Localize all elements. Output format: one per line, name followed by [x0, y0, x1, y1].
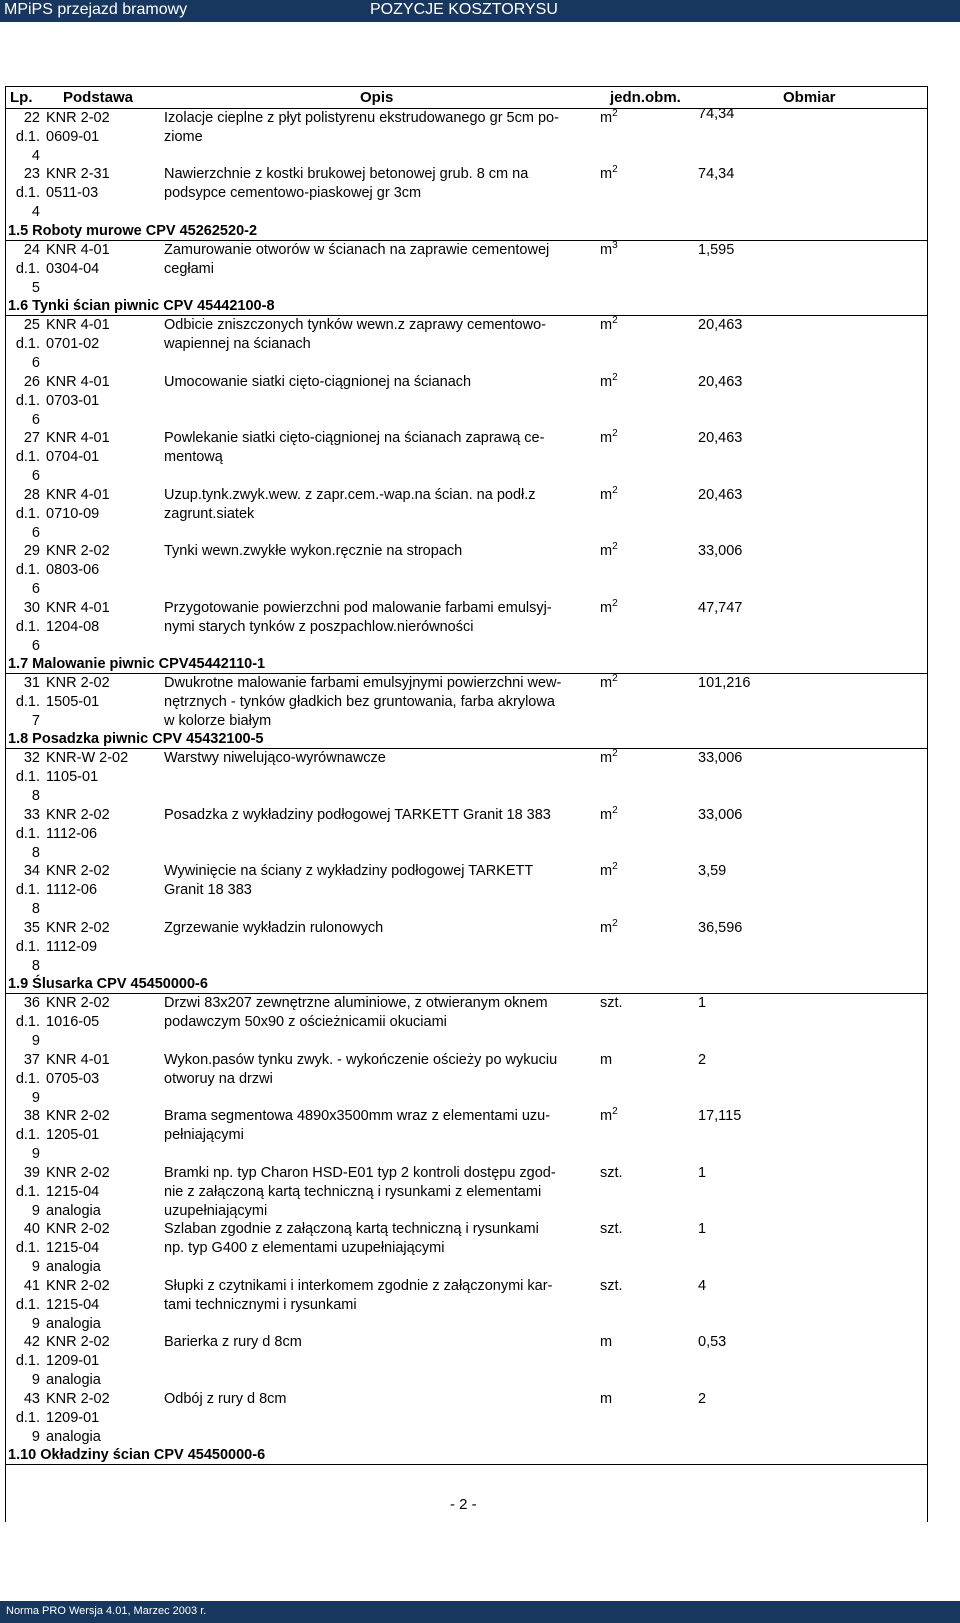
- item-quantity: 17,115: [698, 1108, 742, 1124]
- table-header: [6, 87, 927, 109]
- item-quantity: 47,747: [698, 600, 743, 616]
- item-basis: KNR 4-01 0304-04: [46, 242, 110, 277]
- item-number: 28 d.1. 6: [15, 487, 40, 541]
- item-quantity: 2: [698, 1052, 707, 1068]
- item-unit: szt.: [600, 1278, 623, 1294]
- item-quantity: 1: [698, 995, 707, 1011]
- item-number: 35 d.1. 8: [15, 920, 40, 974]
- item-description: Tynki wewn.zwykłe wykon.ręcznie na stropach: [164, 543, 463, 559]
- item-quantity: 20,463: [698, 430, 743, 446]
- item-number: 30 d.1. 6: [15, 600, 40, 654]
- item-unit: $m^2$: [600, 108, 618, 126]
- item-basis: KNR 2-02 1215-04 analogia: [46, 1165, 110, 1219]
- item-basis: KNR 4-01 1204-08: [46, 600, 110, 635]
- item-description: Szlaban zgodnie z załączoną kartą techniczną i rysunkami np. typ G400 z elementami uzupełniającymi: [164, 1221, 539, 1256]
- item-description: Barierka z rury d 8cm: [164, 1334, 302, 1350]
- item-basis: KNR 4-01 0710-09: [46, 487, 110, 522]
- item-description: Zgrzewanie wykładzin rulonowych: [164, 920, 384, 936]
- item-basis: KNR 2-02 1209-01 analogia: [46, 1334, 110, 1388]
- item-basis: KNR 2-02 1505-01: [46, 675, 110, 710]
- item-quantity: 1: [698, 1165, 707, 1181]
- cost-table: [5, 86, 928, 1522]
- page-number: - 2 -: [450, 1496, 477, 1513]
- item-number: 26 d.1. 6: [15, 374, 40, 428]
- item-unit: $m^2$: [600, 428, 618, 446]
- item-basis: KNR 2-02 1112-06: [46, 807, 110, 842]
- item-quantity: 1: [698, 1221, 707, 1237]
- item-quantity: 2: [698, 1391, 707, 1407]
- item-unit: $m^2$: [600, 164, 618, 182]
- section-heading: [6, 975, 927, 994]
- item-number: 36 d.1. 9: [15, 995, 40, 1049]
- item-number: 43 d.1. 9: [15, 1391, 40, 1445]
- item-quantity: 4: [698, 1278, 707, 1294]
- item-description: Powlekanie siatki cięto-ciągnionej na ścianach zaprawą ce- mentową: [164, 430, 545, 465]
- item-description: Bramki np. typ Charon HSD-E01 typ 2 kontroli dostępu zgod- nie z załączoną kartą techniczną i rysunkami z elementami uzupełniającymi: [164, 1165, 556, 1219]
- item-description: Nawierzchnie z kostki brukowej betonowej grub. 8 cm na podsypce cementowo-piaskowej gr 3cm: [164, 166, 529, 201]
- item-description: Wykon.pasów tynku zwyk. - wykończenie ościeży po wykuciu otworuy na drzwi: [164, 1052, 558, 1087]
- item-description: Dwukrotne malowanie farbami emulsyjnymi powierzchni wew- nętrznych - tynków gładkich bez gruntowania, farba akrylowa w kolorze białym: [164, 675, 562, 729]
- col-jm-header: jedn.obm.: [610, 89, 681, 106]
- item-basis: KNR 2-02 0803-06: [46, 543, 110, 578]
- item-basis: KNR-W 2-02 1105-01: [46, 750, 129, 785]
- item-description: Słupki z czytnikami i interkomem zgodnie z załączonymi kar- tami technicznymi i rysunkami: [164, 1278, 553, 1313]
- item-unit: $m^2$: [600, 598, 618, 616]
- item-basis: KNR 2-02 1209-01 analogia: [46, 1391, 110, 1445]
- item-basis: KNR 2-02 1016-05: [46, 995, 110, 1030]
- item-quantity: 36,596: [698, 920, 743, 936]
- item-unit: $m^2$: [600, 918, 618, 936]
- item-description: Zamurowanie otworów w ścianach na zaprawie cementowej cegłami: [164, 242, 550, 277]
- item-number: 23 d.1. 4: [15, 166, 40, 220]
- section-heading-text: 1.7 Malowanie piwnic CPV45442110-1: [8, 656, 266, 672]
- item-number: 42 d.1. 9: [15, 1334, 40, 1388]
- item-description: Odbój z rury d 8cm: [164, 1391, 287, 1407]
- col-podstawa-header: Podstawa: [63, 89, 134, 106]
- item-basis: KNR 2-02 1112-09: [46, 920, 110, 955]
- item-description: Wywinięcie na ściany z wykładziny podłogowej TARKETT Granit 18 383: [164, 863, 534, 898]
- item-description: Umocowanie siatki cięto-ciągnionej na ścianach: [164, 374, 472, 390]
- section-heading: [6, 222, 927, 241]
- item-quantity: 0,53: [698, 1334, 727, 1350]
- item-number: 32 d.1. 8: [15, 750, 40, 804]
- section-heading: [6, 730, 927, 749]
- item-quantity: 20,463: [698, 374, 743, 390]
- item-number: 41 d.1. 9: [15, 1278, 40, 1332]
- item-quantity: 101,216: [698, 675, 751, 691]
- item-unit: m: [600, 1334, 613, 1350]
- bottom-bar: [0, 1601, 960, 1623]
- item-number: 31 d.1. 7: [15, 675, 40, 729]
- item-unit: $m^2$: [600, 1106, 618, 1124]
- item-unit: m: [600, 1052, 613, 1068]
- item-quantity: 3,59: [698, 863, 727, 879]
- item-basis: KNR 2-02 1205-01: [46, 1108, 110, 1143]
- item-quantity: 33,006: [698, 750, 743, 766]
- item-basis: KNR 2-31 0511-03: [46, 166, 110, 201]
- item-unit: $m^2$: [600, 748, 618, 766]
- item-quantity: 74,34: [698, 106, 735, 122]
- item-basis: KNR 4-01 0703-01: [46, 374, 110, 409]
- item-basis: KNR 4-01 0704-01: [46, 430, 110, 465]
- top-bar: [0, 0, 960, 22]
- item-number: 24 d.1. 5: [15, 242, 40, 296]
- item-unit: $m^2$: [600, 861, 618, 879]
- section-heading-text: 1.8 Posadzka piwnic CPV 45432100-5: [8, 731, 264, 747]
- item-basis: KNR 4-01 0701-02: [46, 317, 110, 352]
- item-unit: $m^2$: [600, 315, 618, 333]
- item-description: Warstwy niwelująco-wyrównawcze: [164, 750, 386, 766]
- section-heading-text: 1.6 Tynki ścian piwnic CPV 45442100-8: [8, 298, 275, 314]
- item-unit: szt.: [600, 1165, 623, 1181]
- item-unit: szt.: [600, 995, 623, 1011]
- item-number: 34 d.1. 8: [15, 863, 40, 917]
- item-description: Uzup.tynk.zwyk.wew. z zapr.cem.-wap.na ścian. na podł.z zagrunt.siatek: [164, 487, 536, 522]
- item-description: Posadzka z wykładziny podłogowej TARKETT Granit 18 383: [164, 807, 551, 823]
- item-quantity: 33,006: [698, 807, 743, 823]
- item-description: Izolacje cieplne z płyt polistyrenu ekstrudowanego gr 5cm po- ziome: [164, 110, 559, 145]
- section-title: POZYCJE KOSZTORYSU: [370, 1, 558, 18]
- section-heading: [6, 655, 927, 674]
- item-unit: $m^2$: [600, 805, 618, 823]
- item-number: 33 d.1. 8: [15, 807, 40, 861]
- item-unit: $m^2$: [600, 372, 618, 390]
- col-lp-header: Lp.: [10, 89, 33, 106]
- item-number: 25 d.1. 6: [15, 317, 40, 371]
- item-unit: m: [600, 1391, 613, 1407]
- item-number: 37 d.1. 9: [15, 1052, 40, 1106]
- section-heading: [6, 297, 927, 316]
- item-number: 40 d.1. 9: [15, 1221, 40, 1275]
- section-heading-text: 1.9 Ślusarka CPV 45450000-6: [8, 976, 208, 992]
- item-quantity: 20,463: [698, 487, 743, 503]
- item-description: Brama segmentowa 4890x3500mm wraz z elementami uzu- pełniającymi: [164, 1108, 551, 1143]
- item-unit: szt.: [600, 1221, 623, 1237]
- item-basis: KNR 2-02 1215-04 analogia: [46, 1221, 110, 1275]
- item-unit: $m^2$: [600, 485, 618, 503]
- item-number: 38 d.1. 9: [15, 1108, 40, 1162]
- item-unit: $m^3$: [600, 240, 618, 258]
- col-opis-header: Opis: [360, 89, 394, 106]
- item-basis: KNR 2-02 1112-06: [46, 863, 110, 898]
- item-number: 29 d.1. 6: [15, 543, 40, 597]
- col-obmiar-header: Obmiar: [783, 89, 836, 106]
- item-basis: KNR 2-02 1215-04 analogia: [46, 1278, 110, 1332]
- item-basis: KNR 2-02 0609-01: [46, 110, 110, 145]
- item-number: 22 d.1. 4: [15, 110, 40, 164]
- item-unit: $m^2$: [600, 541, 618, 559]
- section-heading: [6, 1446, 927, 1465]
- item-quantity: 20,463: [698, 317, 743, 333]
- item-quantity: 1,595: [698, 242, 735, 258]
- section-heading-text: 1.5 Roboty murowe CPV 45262520-2: [8, 223, 258, 239]
- item-unit: $m^2$: [600, 673, 618, 691]
- item-description: Drzwi 83x207 zewnętrzne aluminiowe, z otwieranym oknem podawczym 50x90 z ościeżnicamii okuciami: [164, 995, 548, 1030]
- item-number: 39 d.1. 9: [15, 1165, 40, 1219]
- item-description: Przygotowanie powierzchni pod malowanie farbami emulsyj- nymi starych tynków z poszpachlow.nierówności: [164, 600, 552, 635]
- footer-text: Norma PRO Wersja 4.01, Marzec 2003 r.: [6, 1605, 207, 1617]
- item-description: Odbicie zniszczonych tynków wewn.z zaprawy cementowo- wapiennej na ścianach: [164, 317, 546, 352]
- item-basis: KNR 4-01 0705-03: [46, 1052, 110, 1087]
- document-title: MPiPS przejazd bramowy: [4, 1, 188, 18]
- item-quantity: 74,34: [698, 166, 735, 182]
- section-heading-text: 1.10 Okładziny ścian CPV 45450000-6: [8, 1447, 266, 1463]
- item-quantity: 33,006: [698, 543, 743, 559]
- item-number: 27 d.1. 6: [15, 430, 40, 484]
